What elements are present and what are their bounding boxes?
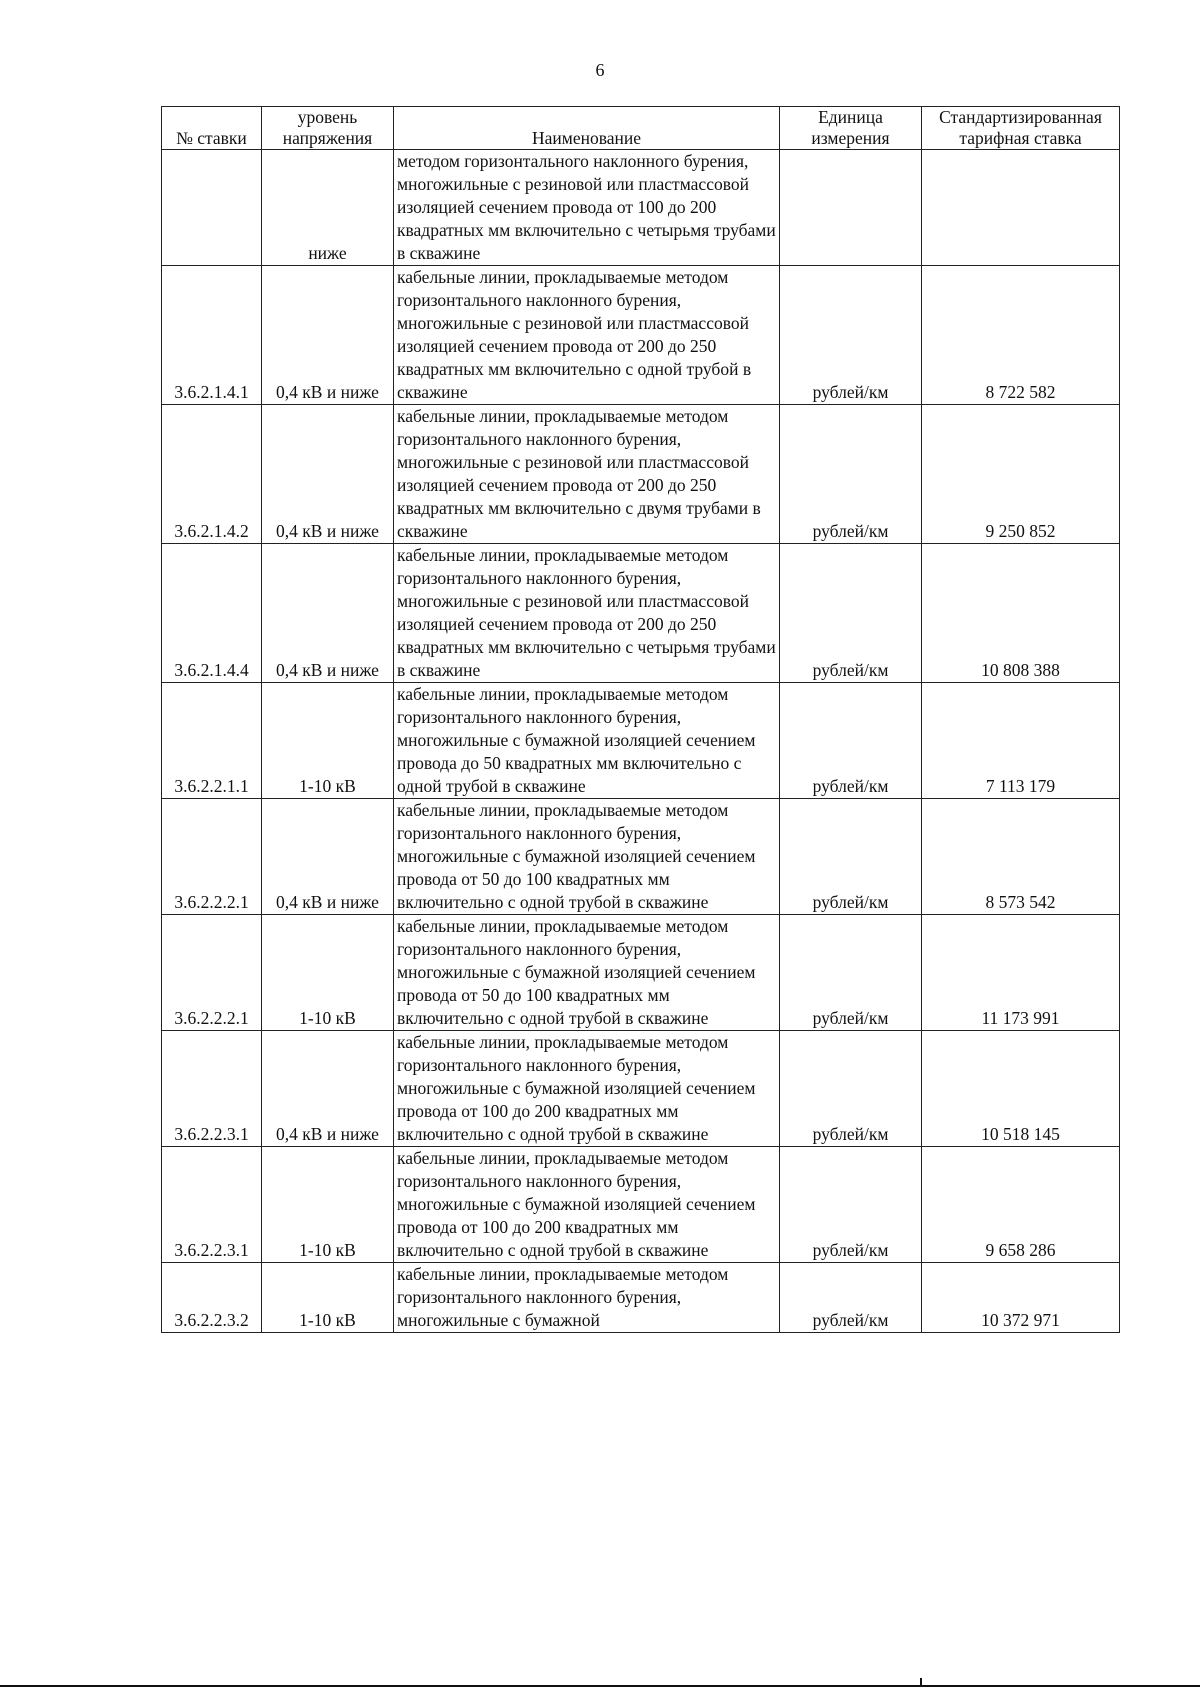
cell-voltage: 1-10 кВ xyxy=(262,1147,394,1263)
header-rate: Стандартизированная тарифная ставка xyxy=(922,107,1120,150)
cell-unit: рублей/км xyxy=(780,544,922,683)
cell-rate: 8 573 542 xyxy=(922,799,1120,915)
cell-unit: рублей/км xyxy=(780,799,922,915)
cell-voltage: ниже xyxy=(262,150,394,266)
cell-name: кабельные линии, прокладываемые методом горизонтального наклонного бурения, многожильные с резиновой или пластмассовой изоляцией сечением провода от 200 до 250 квадратных мм включительно с одной трубой в скважине xyxy=(394,266,780,405)
cell-rate: 11 173 991 xyxy=(922,915,1120,1031)
header-voltage: уровень напряжения xyxy=(262,107,394,150)
page-number: 6 xyxy=(595,60,605,80)
cell-rate: 10 808 388 xyxy=(922,544,1120,683)
cell-rate: 7 113 179 xyxy=(922,683,1120,799)
header-name: Наименование xyxy=(394,107,780,150)
page-bottom-rule xyxy=(0,1685,1200,1687)
table-row-continuation xyxy=(162,150,1120,266)
cell-unit: рублей/км xyxy=(780,266,922,405)
cell-code: 3.6.2.1.4.4 xyxy=(162,544,262,683)
cell-voltage: 0,4 кВ и ниже xyxy=(262,799,394,915)
cell-unit: рублей/км xyxy=(780,1147,922,1263)
table-row xyxy=(162,1147,1120,1263)
cell-unit: рублей/км xyxy=(780,1031,922,1147)
cell-code: 3.6.2.2.2.1 xyxy=(162,915,262,1031)
cell-voltage: 0,4 кВ и ниже xyxy=(262,1031,394,1147)
cell-unit: рублей/км xyxy=(780,405,922,544)
cell-rate: 10 372 971 xyxy=(922,1263,1120,1333)
cell-name: кабельные линии, прокладываемые методом горизонтального наклонного бурения, многожильные с бумажной изоляцией сечением провода от 100 до 200 квадратных мм включительно с одной трубой в скважине xyxy=(394,1031,780,1147)
tariff-table xyxy=(161,106,1120,1333)
cell-unit: рублей/км xyxy=(780,1263,922,1333)
cell-voltage: 0,4 кВ и ниже xyxy=(262,544,394,683)
table-row xyxy=(162,799,1120,915)
cell-code xyxy=(162,150,262,266)
table-row xyxy=(162,544,1120,683)
cell-voltage: 0,4 кВ и ниже xyxy=(262,405,394,544)
cell-voltage: 1-10 кВ xyxy=(262,1263,394,1333)
cell-code: 3.6.2.1.4.1 xyxy=(162,266,262,405)
cell-rate: 9 250 852 xyxy=(922,405,1120,544)
cell-name: кабельные линии, прокладываемые методом горизонтального наклонного бурения, многожильные с бумажной изоляцией сечением провода от 50 до 100 квадратных мм включительно с одной трубой в скважине xyxy=(394,799,780,915)
header-unit: Единица измерения xyxy=(780,107,922,150)
cell-rate: 10 518 145 xyxy=(922,1031,1120,1147)
page-bottom-tick xyxy=(920,1678,922,1687)
cell-code: 3.6.2.1.4.2 xyxy=(162,405,262,544)
cell-rate xyxy=(922,150,1120,266)
table-row xyxy=(162,405,1120,544)
cell-name: кабельные линии, прокладываемые методом горизонтального наклонного бурения, многожильные с бумажной изоляцией сечением провода от 50 до 100 квадратных мм включительно с одной трубой в скважине xyxy=(394,915,780,1031)
cell-unit: рублей/км xyxy=(780,915,922,1031)
cell-rate: 9 658 286 xyxy=(922,1147,1120,1263)
cell-code: 3.6.2.2.2.1 xyxy=(162,799,262,915)
cell-code: 3.6.2.2.3.2 xyxy=(162,1263,262,1333)
cell-name: кабельные линии, прокладываемые методом горизонтального наклонного бурения, многожильные с бумажной xyxy=(394,1263,780,1333)
cell-unit: рублей/км xyxy=(780,683,922,799)
table-row xyxy=(162,1031,1120,1147)
table-header-row xyxy=(162,107,1120,150)
cell-code: 3.6.2.2.1.1 xyxy=(162,683,262,799)
cell-name: кабельные линии, прокладываемые методом горизонтального наклонного бурения, многожильные с резиновой или пластмассовой изоляцией сечением провода от 200 до 250 квадратных мм включительно с четырьмя трубами в скважине xyxy=(394,544,780,683)
header-code: № ставки xyxy=(162,107,262,150)
cell-name: методом горизонтального наклонного бурения, многожильные с резиновой или пластмассовой изоляцией сечением провода от 100 до 200 квадратных мм включительно с четырьмя трубами в скважине xyxy=(394,150,780,266)
table-row xyxy=(162,915,1120,1031)
cell-code: 3.6.2.2.3.1 xyxy=(162,1147,262,1263)
cell-code: 3.6.2.2.3.1 xyxy=(162,1031,262,1147)
cell-voltage: 0,4 кВ и ниже xyxy=(262,266,394,405)
cell-name: кабельные линии, прокладываемые методом горизонтального наклонного бурения, многожильные с бумажной изоляцией сечением провода от 100 до 200 квадратных мм включительно с одной трубой в скважине xyxy=(394,1147,780,1263)
cell-name: кабельные линии, прокладываемые методом горизонтального наклонного бурения, многожильные с резиновой или пластмассовой изоляцией сечением провода от 200 до 250 квадратных мм включительно с двумя трубами в скважине xyxy=(394,405,780,544)
table-row xyxy=(162,1263,1120,1333)
table-row xyxy=(162,266,1120,405)
cell-voltage: 1-10 кВ xyxy=(262,683,394,799)
table-row xyxy=(162,683,1120,799)
cell-name: кабельные линии, прокладываемые методом горизонтального наклонного бурения, многожильные с бумажной изоляцией сечением провода до 50 квадратных мм включительно с одной трубой в скважине xyxy=(394,683,780,799)
cell-unit xyxy=(780,150,922,266)
cell-voltage: 1-10 кВ xyxy=(262,915,394,1031)
cell-rate: 8 722 582 xyxy=(922,266,1120,405)
